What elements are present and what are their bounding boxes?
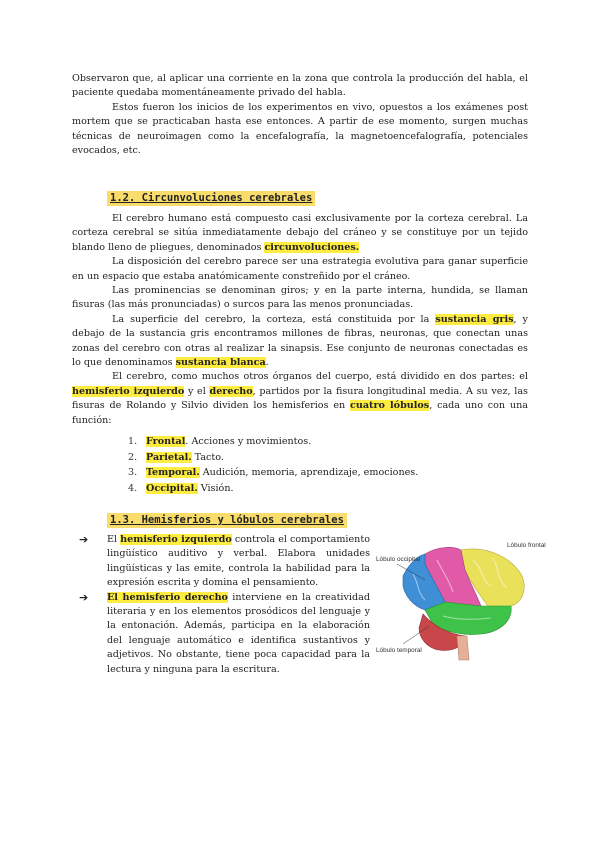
- list-number: 3.: [128, 467, 138, 478]
- s1-paragraph-3: Las prominencias se denominan giros; y en la parte interna, hundida, se llaman fisuras (las más pronunciadas) o surcos para las menos pronunciadas.: [72, 285, 528, 311]
- lobe-desc: Visión.: [197, 482, 234, 494]
- bullet-right-hemisphere: [72, 591, 370, 677]
- s1-p5-text-d: , cada uno con una función:: [72, 400, 528, 426]
- term-hemisferio-izquierdo: hemisferio izquierdo: [72, 385, 185, 397]
- s1-p4-text-a: La superficie del cerebro, la corteza, está constituida por la: [112, 313, 436, 325]
- list-number: 2.: [128, 451, 138, 463]
- b1-text-a: El: [107, 534, 121, 545]
- s1-p5-text-a: El cerebro, como muchos otros órganos del cuerpo, está dividido en dos partes: el: [112, 371, 528, 383]
- brain-stem-shape: [457, 636, 469, 660]
- s1-paragraph-2: La disposición del cerebro parece ser una estrategia evolutiva para ganar superficie en un espacio que estaba anatómicamente constreñido por el cráneo.: [72, 256, 528, 282]
- term-hemisferio-derecho: El hemisferio derecho: [107, 591, 228, 603]
- label-lobulo-occipital: Lóbulo occipital: [376, 556, 421, 563]
- list-item: [128, 450, 418, 466]
- s1-p4-text-c: .: [265, 357, 269, 369]
- term-hemisferio-izquierdo-2: hemisferio izquierdo: [120, 534, 232, 545]
- arrow-right-icon: ➔: [79, 590, 89, 604]
- lobe-desc: Tacto.: [191, 451, 224, 463]
- intro-paragraph-2: Estos fueron los inicios de los experimentos en vivo, opuestos a los exámenes post mortem que se practicaban hasta ese entonces. A partir de ese momento, surgen muchas técnicas de neuroimagen como la encefalografía, la magnetoencefalografía, potenciales evocados, etc.: [72, 101, 528, 157]
- section-heading-circunvoluciones: 1.2. Circunvoluciones cerebrales: [107, 191, 315, 206]
- b2-text: interviene en la creatividad literaria y en los elementos prosódicos del lenguaje y la entonación. Además, participa en la elaboración del lenguaje automático e identifica sustantivos y adjetivos. No obstante, tiene poca capacidad para la lectura y ninguna para la escritura.: [107, 591, 370, 675]
- arrow-right-icon: ➔: [79, 533, 89, 546]
- list-number: 4.: [128, 482, 138, 494]
- brain-figure: [373, 540, 546, 664]
- term-cuatro-lobulos: cuatro lóbulos: [350, 400, 430, 412]
- s1-p1-text: El cerebro humano está compuesto casi exclusivamente por la corteza cerebral. La corteza cerebral se sitúa inmediatamente debajo del cráneo y se constituye por un tejido blando lleno de pliegues, denominados: [72, 213, 528, 253]
- section-heading-hemisferios: 1.3. Hemisferios y lóbulos cerebrales: [107, 513, 347, 528]
- s1-p4-text-b: , y debajo de la sustancia gris encontramos millones de fibras, neuronas, que conectan unas zonas del cerebro con otras al realizar la sinapsis. Ese conjunto de neuronas conectadas es lo que denominamos: [72, 313, 528, 369]
- lobe-desc: Audición, memoria, aprendizaje, emociones.: [199, 467, 419, 478]
- term-sustancia-gris: sustancia gris: [435, 313, 514, 325]
- s1-p5-text-c: , partidos por la fisura longitudinal media. A su vez, las fisuras de Rolando y Silvio dividen los hemisferios en: [72, 385, 528, 412]
- s1-paragraph-4: [72, 313, 528, 371]
- lobes-list: [128, 434, 418, 496]
- intro-block: [72, 72, 528, 158]
- label-lobulo-temporal: Lóbulo temporal: [376, 647, 422, 654]
- list-item: [128, 481, 418, 497]
- lobe-name: Frontal: [146, 436, 186, 447]
- b1-text-b: controla el comportamiento lingüístico auditivo y verbal. Elabora unidades lingüísticas y las emite, controla la habilidad para la expresión escrita y domina el pensamiento.: [107, 534, 370, 589]
- intro-paragraph-1: Observaron que, al aplicar una corriente en la zona que controla la producción del habla, el paciente quedaba momentáneamente privado del habla.: [72, 73, 528, 99]
- label-lobulo-frontal: Lóbulo frontal: [507, 542, 546, 549]
- s1-p5-text-b: y el: [184, 385, 210, 397]
- term-derecho: derecho: [209, 385, 253, 397]
- hemispheres-bullets: [72, 533, 370, 677]
- lobe-name: Temporal.: [146, 467, 200, 478]
- lobe-name: Occipital.: [146, 482, 198, 494]
- lobe-desc: . Acciones y movimientos.: [185, 436, 312, 447]
- list-number: 1.: [128, 436, 138, 447]
- list-item: [128, 465, 418, 481]
- bullet-left-hemisphere: [72, 533, 370, 591]
- lobe-name: Parietal.: [146, 451, 192, 463]
- list-item: [128, 434, 418, 450]
- section1-body: [72, 212, 528, 428]
- term-sustancia-blanca: sustancia blanca: [175, 357, 266, 369]
- s1-paragraph-5: [72, 370, 528, 428]
- s1-paragraph-1: [72, 212, 528, 255]
- term-circunvoluciones: circunvoluciones.: [264, 241, 360, 253]
